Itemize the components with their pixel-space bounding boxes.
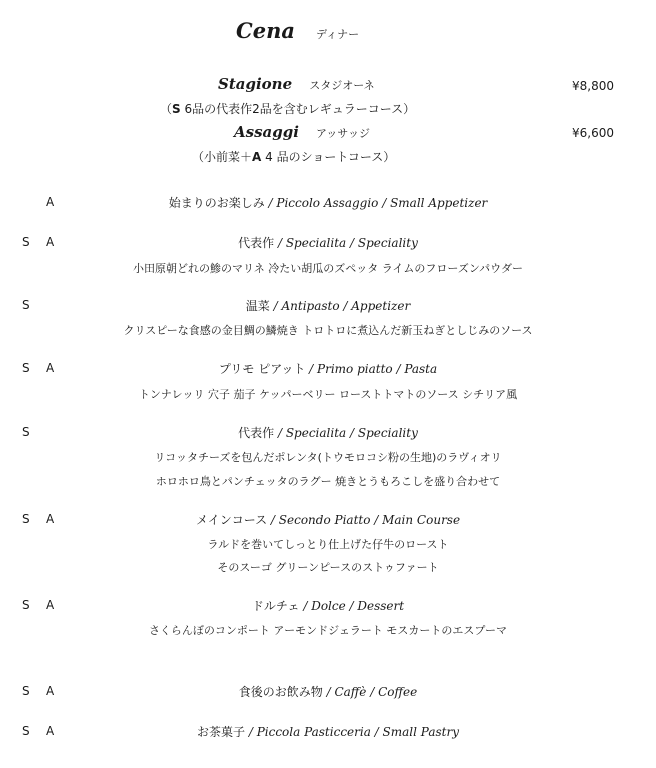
title-jp: ディナー xyxy=(316,28,360,41)
menu-item-title xyxy=(0,511,656,528)
course-stagione xyxy=(218,74,375,93)
menu-title xyxy=(236,18,359,43)
course-flag-a: A xyxy=(46,235,55,249)
course-description xyxy=(160,100,415,117)
desc-post: 4 品のショートコース） xyxy=(261,150,396,164)
course-name-jp: アッサッジ xyxy=(316,127,371,140)
item-sep: / xyxy=(267,513,279,527)
menu-item-description: 小田原朝どれの鯵のマリネ 冷たい胡瓜のズペッタ ライムのフローズンパウダー xyxy=(132,262,523,275)
course-name: Stagione xyxy=(218,75,293,93)
menu-item-description: ホロホロ鳥とパンチェッタのラグー 焼きとうもろこしを盛り合わせて xyxy=(155,475,501,488)
item-en: Specialita / Speciality xyxy=(285,236,418,250)
course-flag-a: A xyxy=(46,512,55,526)
item-jp: お茶菓子 xyxy=(197,725,246,739)
menu-item-description: リコッタチーズを包んだポレンタ(トウモロコシ粉の生地)のラヴィオリ xyxy=(154,451,502,464)
course-flag-s: S xyxy=(22,724,30,738)
title-text: Cena xyxy=(236,18,295,43)
course-flag-a: A xyxy=(46,361,55,375)
course-flag-a: A xyxy=(46,598,55,612)
course-flag-s: S xyxy=(22,425,30,439)
course-flag-s: S xyxy=(22,361,30,375)
item-jp: 温菜 xyxy=(245,299,270,313)
item-jp: メインコース xyxy=(195,513,268,527)
course-flag-a: A xyxy=(46,684,55,698)
course-flag-a: A xyxy=(46,724,55,738)
item-en: Piccola Pasticceria / Small Pastry xyxy=(256,725,459,739)
course-flag-s: S xyxy=(22,298,30,312)
menu-item-title xyxy=(0,194,656,211)
menu-item-description: トンナレッリ 穴子 茄子 ケッパーベリー ローストトマトのソース シチリア風 xyxy=(138,388,518,401)
menu-item-description: クリスピーな食感の金目鯛の鱗焼き トロトロに煮込んだ新玉ねぎとしじみのソース xyxy=(123,324,533,337)
course-flag-s: S xyxy=(22,598,30,612)
menu-item-description: そのスーゴ グリーンピースのストゥファート xyxy=(217,561,439,574)
item-jp: 始まりのお楽しみ xyxy=(168,196,265,210)
item-jp: 代表作 xyxy=(238,236,275,250)
course-name: Assaggi xyxy=(234,123,299,141)
item-sep: / xyxy=(299,599,312,613)
menu-item-title xyxy=(0,683,656,700)
item-en: Antipasto / Appetizer xyxy=(281,299,411,313)
menu-item-title xyxy=(0,297,656,314)
course-flag-s: S xyxy=(22,512,30,526)
course-description xyxy=(192,148,395,165)
menu-item-description: ラルドを巻いてしっとり仕上げた仔牛のロースト xyxy=(207,538,449,551)
desc-pre: （小前菜＋ xyxy=(192,150,253,164)
item-sep: / xyxy=(274,236,286,250)
item-jp: ドルチェ xyxy=(251,599,300,613)
course-flag-s: S xyxy=(22,684,30,698)
desc-pre: （ xyxy=(160,102,173,116)
item-en: Primo piatto / Pasta xyxy=(317,362,438,376)
menu-item-title xyxy=(0,360,656,377)
item-sep: / xyxy=(322,685,335,699)
course-flag-a: A xyxy=(46,195,55,209)
course-price: ¥6,600 xyxy=(572,126,614,140)
item-jp: 食後のお飲み物 xyxy=(238,685,323,699)
item-jp: プリモ ピアット xyxy=(218,362,306,376)
item-en: Piccolo Assaggio / Small Appetizer xyxy=(276,196,488,210)
item-sep: / xyxy=(245,725,257,739)
item-sep: / xyxy=(269,299,282,313)
item-en: Dolce / Dessert xyxy=(311,599,405,613)
course-price: ¥8,800 xyxy=(572,79,614,93)
desc-bold: A xyxy=(252,150,262,164)
item-sep: / xyxy=(305,362,318,376)
menu-item-title xyxy=(0,424,656,441)
item-en: Secondo Piatto / Main Course xyxy=(278,513,461,527)
course-assaggi xyxy=(234,122,370,141)
menu-item-title xyxy=(0,723,656,740)
item-en: Caffè / Coffee xyxy=(334,685,418,699)
menu-item-description: さくらんぼのコンポート アーモンドジェラート モスカートのエスプーマ xyxy=(148,624,508,637)
menu-item-title xyxy=(0,234,656,251)
item-jp: 代表作 xyxy=(238,426,275,440)
course-name-jp: スタジオーネ xyxy=(309,79,375,92)
item-sep: / xyxy=(274,426,286,440)
desc-post: 6品の代表作2品を含むレギュラーコース） xyxy=(180,102,416,116)
desc-bold: S xyxy=(172,102,181,116)
item-sep: / xyxy=(264,196,277,210)
item-en: Specialita / Speciality xyxy=(285,426,418,440)
course-flag-s: S xyxy=(22,235,30,249)
menu-item-title xyxy=(0,597,656,614)
